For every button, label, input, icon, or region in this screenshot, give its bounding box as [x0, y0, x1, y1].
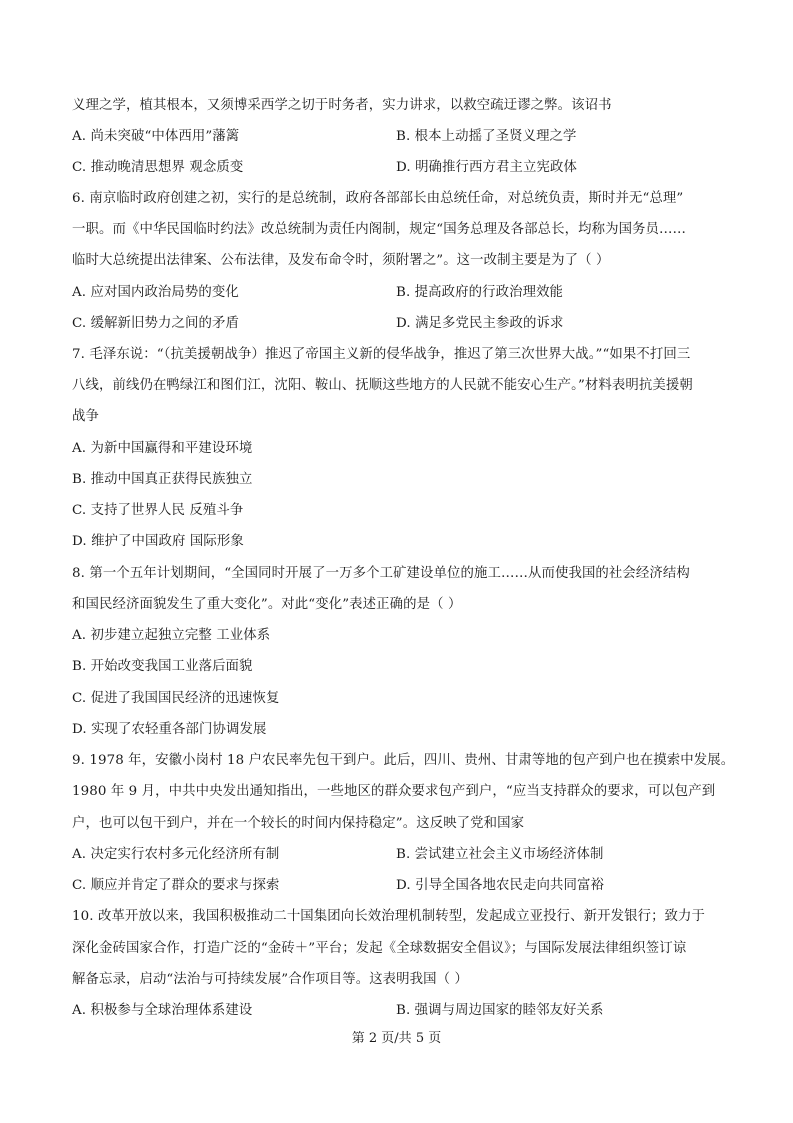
- q6-option-a: A. 应对国内政治局势的变化: [72, 285, 239, 300]
- question-7-stem-line-3: 战争: [72, 409, 99, 424]
- question-9-stem-line-1: 9. 1978 年，安徽小岗村 18 户农民率先包干到户。此后，四川、贵州、甘肃等地的包产到户也在摸索中发展。: [72, 753, 735, 768]
- q10-option-b: B. 强调与周边国家的睦邻友好关系: [396, 1003, 604, 1018]
- q7-option-c: C. 支持了世界人民 反殖斗争: [72, 503, 244, 518]
- page-number-footer: 第 2 页/共 5 页: [351, 1031, 442, 1046]
- question-6-stem-line-1: 6. 南京临时政府创建之初，实行的是总统制，政府各部部长由总统任命，对总统负责，斯时并无“总理”: [72, 191, 684, 206]
- q5-option-d: D. 明确推行西方君主立宪政体: [396, 160, 577, 175]
- q8-option-c: C. 促进了我国国民经济的迅速恢复: [72, 691, 280, 706]
- q5-option-a: A. 尚未突破“中体西用”藩篱: [72, 129, 240, 144]
- q7-option-a: A. 为新中国赢得和平建设环境: [72, 441, 253, 456]
- q9-option-c: C. 顺应并肯定了群众的要求与探索: [72, 878, 280, 893]
- question-10-stem-line-3: 解备忘录，启动“法治与可持续发展”合作项目等。这表明我国（ ）: [72, 972, 468, 987]
- q6-option-d: D. 满足多党民主参政的诉求: [396, 316, 564, 331]
- q9-option-b: B. 尝试建立社会主义市场经济体制: [396, 847, 604, 862]
- q9-option-a: A. 决定实行农村多元化经济所有制: [72, 847, 280, 862]
- q8-option-b: B. 开始改变我国工业落后面貌: [72, 659, 253, 674]
- question-8-stem-line-2: 和国民经济面貌发生了重大变化”。对此“变化”表述正确的是（ ）: [72, 597, 462, 612]
- q7-option-b: B. 推动中国真正获得民族独立: [72, 472, 253, 487]
- question-10-stem-line-2: 深化金砖国家合作，打造广泛的“金砖＋”平台；发起《全球数据安全倡议》；与国际发展法律组织签订谅: [72, 941, 687, 956]
- question-5-stem-continued: 义理之学，植其根本，又须博采西学之切于时务者，实力讲求，以救空疏迂谬之弊。该诏书: [72, 98, 612, 113]
- q8-option-a: A. 初步建立起独立完整 工业体系: [72, 628, 271, 643]
- question-6-stem-line-2: 一职。而《中华民国临时约法》改总统制为责任内阁制，规定“国务总理及各部总长，均称为国务员……: [72, 222, 687, 237]
- q8-option-d: D. 实现了农轻重各部门协调发展: [72, 722, 267, 737]
- q9-option-d: D. 引导全国各地农民走向共同富裕: [396, 878, 604, 893]
- question-7-stem-line-2: 八线，前线仍在鸭绿江和图们江，沈阳、鞍山、抚顺这些地方的人民就不能安心生产。”材料表明抗美援朝: [72, 378, 693, 393]
- question-8-stem-line-1: 8. 第一个五年计划期间，“全国同时开展了一万多个工矿建设单位的施工……从而使我国的社会经济结构: [72, 566, 690, 581]
- question-6-stem-line-3: 临时大总统提出法律案、公布法律，及发布命令时，须附署之”。这一改制主要是为了（ ）: [72, 253, 610, 268]
- question-9-stem-line-3: 户，也可以包干到户，并在一个较长的时间内保持稳定”。这反映了党和国家: [72, 816, 525, 831]
- q5-option-b: B. 根本上动摇了圣贤义理之学: [396, 129, 577, 144]
- q10-option-a: A. 积极参与全球治理体系建设: [72, 1003, 253, 1018]
- q6-option-b: B. 提高政府的行政治理效能: [396, 285, 564, 300]
- q6-option-c: C. 缓解新旧势力之间的矛盾: [72, 316, 239, 331]
- q7-option-d: D. 维护了中国政府 国际形象: [72, 534, 244, 549]
- question-10-stem-line-1: 10. 改革开放以来，我国积极推动二十国集团向长效治理机制转型，发起成立亚投行、新开发银行；致力于: [72, 909, 706, 924]
- q5-option-c: C. 推动晚清思想界 观念质变: [72, 160, 244, 175]
- question-9-stem-line-2: 1980 年 9 月，中共中央发出通知指出，一些地区的群众要求包产到户，“应当支持群众的要求，可以包产到: [72, 784, 716, 799]
- question-7-stem-line-1: 7. 毛泽东说：“（抗美援朝战争）推迟了帝国主义新的侵华战争，推迟了第三次世界大战。”“如果不打回三: [72, 347, 691, 362]
